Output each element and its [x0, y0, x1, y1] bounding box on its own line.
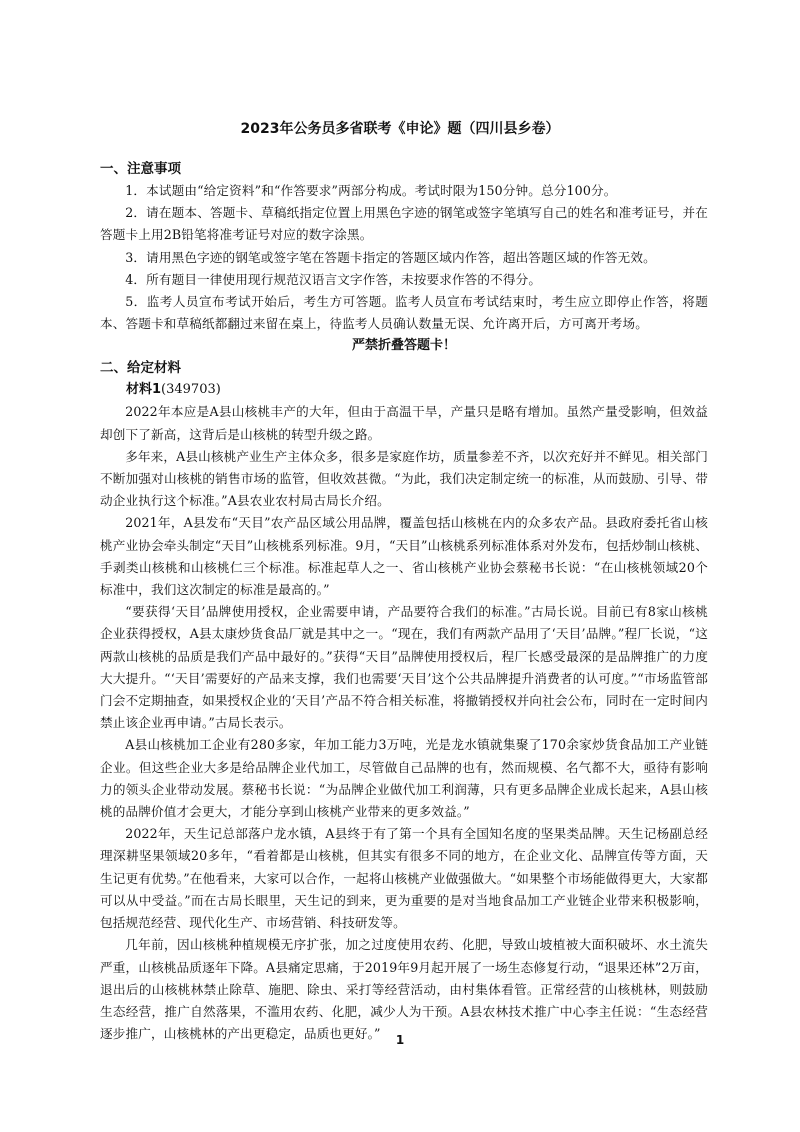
material-paragraph-5: A县山核桃加工企业有280多家，年加工能力3万吨，光是龙水镇就集聚了170余家炒货食品加工产业链企业。但这些企业大多是给品牌企业代加工，尽管做自己品牌的也有，然而规模、名气都不大，亟待有影响力的领头企业带动发展。蔡秘书长说：“为品牌企业做代加工利润薄，只有更多品牌企业成长起来，A县山核桃的品牌价值才会更大，才能分享到山核桃产业带来的更多效益。” [100, 737, 708, 820]
document-title: 2023年公务员多省联考《申论》题（四川县乡卷） [240, 121, 560, 137]
material-label [100, 379, 708, 401]
note-item-4: 4．所有题目一律使用现行规范汉语言文字作答，未按要求作答的不得分。 [125, 271, 542, 287]
page-number: 1 [395, 1033, 405, 1047]
material-paragraph-7: 几年前，因山核桃种植规模无序扩张，加之过度使用农药、化肥，导致山坡植被大面积破坏、水土流失严重，山核桃品质逐年下降。A县痛定思痛，于2019年9月起开展了一场生态修复行动，“退果还林”2万亩，退出后的山核桃林禁止除草、施肥、除虫、采打等经营活动，由村集体看管。正常经营的山核桃林，则鼓励生态经营，推广自然落果，不滥用农药、化肥，减少人为干预。A县农林技术推广中心李主任说：“生态经营逐步推广，山核桃林的产出更稳定，品质也更好。” [100, 937, 708, 1042]
material-paragraph-3: 2021年，A县发布“天目”农产品区域公用品牌，覆盖包括山核桃在内的众多农产品。县政府委托省山核桃产业协会牵头制定“天目”山核桃系列标准。9月，“天目”山核桃系列标准体系对外发布，包括炒制山核桃、手剥类山核桃和山核桃仁三个标准。标准起草人之一、省山核桃产业协会蔡秘书长说：“在山核桃领域20个标准中，我们这次制定的标准是最高的。” [100, 515, 708, 598]
note-item-2: 2．请在题本、答题卡、草稿纸指定位置上用黑色字迹的钢笔或签字笔填写自己的姓名和准考证号，并在答题卡上用2B铅笔将准考证号对应的数字涂黑。 [100, 205, 708, 243]
material-paragraph-2: 多年来，A县山核桃产业生产主体众多，很多是家庭作坊，质量参差不齐，以次充好并不鲜见。相关部门不断加强对山核桃的销售市场的监管，但收效甚微。“为此，我们决定制定统一的标准，从而鼓励、引导、带动企业执行这个标准。”A县农业农村局古局长介绍。 [100, 448, 708, 509]
material-paragraph-6: 2022年，天生记总部落户龙水镇，A县终于有了第一个具有全国知名度的坚果类品牌。天生记杨副总经理深耕坚果领域20多年，“看着都是山核桃，但其实有很多不同的地方，在企业文化、品牌宣传等方面，天生记更有优势。”在他看来，大家可以合作，一起将山核桃产业做强做大。“如果整个市场能做得更大，大家都可以从中受益。”而在古局长眼里，天生记的到来，更为重要的是对当地食品加工产业链企业带来积极影响，包括规范经营、现代化生产、市场营销、科技研发等。 [100, 826, 708, 931]
note-item-1: 1．本试题由“给定资料”和“作答要求”两部分构成。考试时限为150分钟。总分100分。 [125, 183, 617, 198]
section-heading-materials: 二、给定材料 [100, 360, 181, 377]
material-code: (349703) [161, 382, 221, 398]
material-paragraph-1: 2022年本应是A县山核桃丰产的大年，但由于高温干旱，产量只是略有增加。虽然产量受影响，但效益却创下了新高，这背后是山核桃的转型升级之路。 [100, 404, 708, 442]
material-paragraph-4: “要获得‘天目’品牌使用授权，企业需要申请，产品要符合我们的标准。”古局长说。目前已有8家山核桃企业获得授权，A县太康炒货食品厂就是其中之一。“现在，我们有两款产品用了‘天目’品牌。”程厂长说，“这两款山核桃的品质是我们产品中最好的。”获得“天目”品牌使用授权后，程厂长感受最深的是品牌推广的力度大大提升。“‘天目’需要好的产品来支撑，我们也需要‘天目’这个公共品牌提升消费者的认可度。”“市场监管部门会不定期抽查，如果授权企业的‘天目’产品不符合相关标准，将撤销授权并向社会公布，同时在一定时间内禁止该企业再申请。”古局长表示。 [100, 604, 708, 731]
note-item-5: 5．监考人员宣布考试开始后，考生方可答题。监考人员宣布考试结束时，考生应立即停止作答，将题本、答题卡和草稿纸都翻过来留在桌上，待监考人员确认数量无误、允许离开后，方可离开考场。 [100, 294, 708, 332]
notice-no-folding: 严禁折叠答题卡！ [351, 338, 456, 354]
material-label-text: 材料1 [126, 382, 162, 398]
note-item-3: 3．请用黑色字迹的钢笔或签字笔在答题卡指定的答题区域内作答，超出答题区域的作答无效。 [125, 249, 656, 265]
section-heading-notes: 一、注意事项 [100, 161, 181, 177]
document-body [100, 158, 708, 1045]
